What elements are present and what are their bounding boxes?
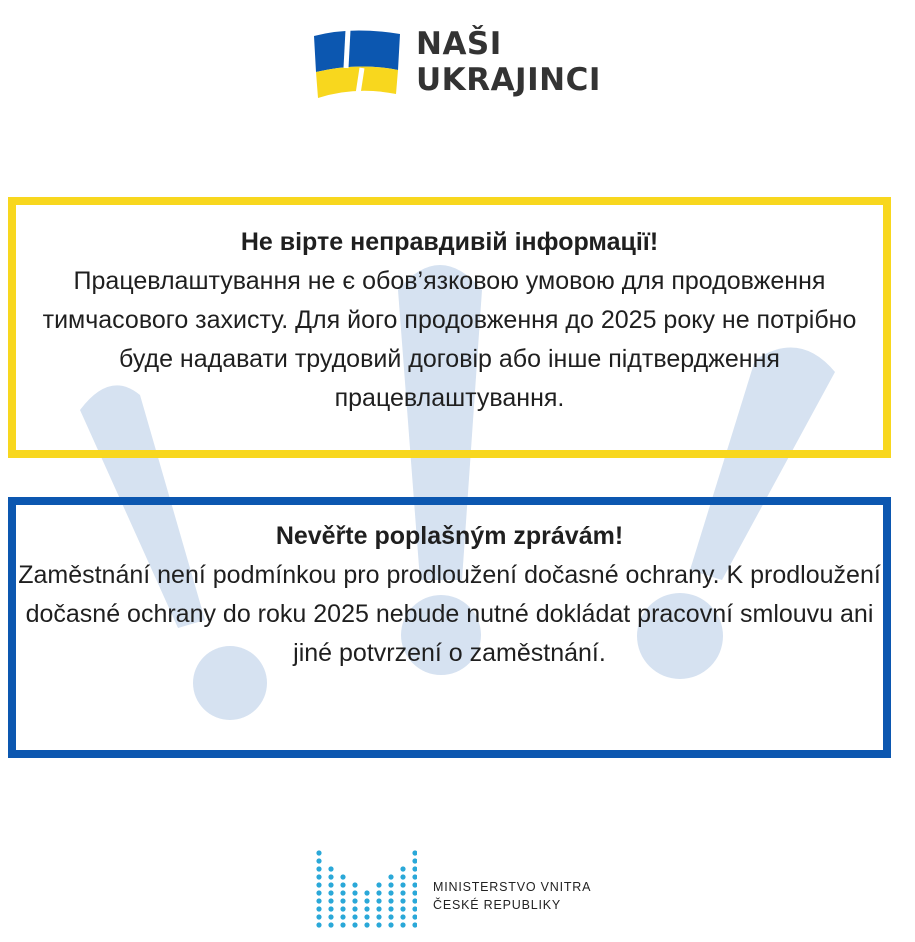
logo-line-2: UKRAJINCI xyxy=(416,62,601,98)
notice-czech-body: Zaměstnání není podmínkou pro prodloužení dočasné ochrany. K prodloužení dočasné ochrany do roku 2025 nebude nutné dokládat pracovní smlouvu ani jiné potvrzení o zaměstnání. xyxy=(18,561,881,667)
notice-ukrainian-title: Не вірте неправдивій інформації! xyxy=(240,228,659,256)
ministry-name xyxy=(433,878,591,914)
ministry-logo xyxy=(313,849,613,929)
ministry-name-line-1: MINISTERSTVO VNITRA xyxy=(433,880,592,894)
dotted-m-icon xyxy=(313,849,417,929)
notice-ukrainian-body: Працевлаштування не є обов’язковою умовою для продовження тимчасового захисту. Для його продовження до 2025 року не потрібно буде надавати трудовий договір або інше підтвердження працевлаштування. xyxy=(42,267,857,412)
notice-czech xyxy=(8,497,891,758)
nasi-ukrajinci-logo xyxy=(306,22,616,102)
ukrainian-flag-icon xyxy=(306,22,406,102)
notice-czech-title: Nevěřte poplašným zprávám! xyxy=(275,522,624,550)
logo-wordmark xyxy=(416,26,601,98)
ministry-name-line-2: ČESKÉ REPUBLIKY xyxy=(433,898,562,912)
logo-line-1: NAŠI xyxy=(416,26,502,62)
notice-ukrainian xyxy=(8,197,891,458)
